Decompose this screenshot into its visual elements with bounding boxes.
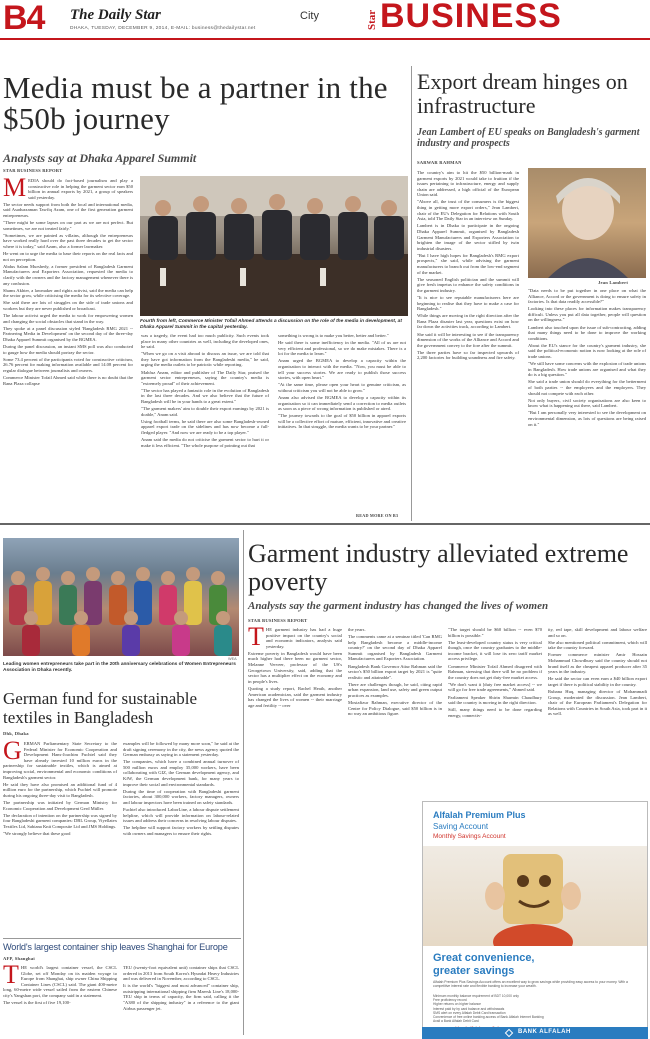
women-credit: WEA: [228, 657, 237, 661]
garment-col1-p: Extreme poverty in Bangladesh would have been much higher had there been no garment sector, Melanne Verveer, professor of the US's Georgetown University, said, adding that the sector has a multiplier effect on the economy and in people's lives.: [248, 650, 342, 684]
garment-col3-p: "We don't want it [duty free market access] -- we will go for free trade agreements," Ahmed said.: [448, 681, 542, 693]
lead-col3-p: Anam also advised the BGMEA to develop a capacity within its organisation so it can immediately send a correction to media outlets as soon as a piece of wrong information is published or aired.: [278, 394, 406, 412]
garment-col4-p: He said the sector can even earn a $40 billion export target if there is political stability in the country.: [548, 676, 647, 687]
german-col2-p: examples will be followed by many more soon," he said at the draft signing ceremony in the city, the news agency quoted the German embassy as saying in a statement yesterday.: [123, 741, 239, 758]
lead-col3-p: "At the same time, please open your heart to genuine criticism, as without criticism you will not be able to grow.": [278, 382, 406, 393]
german-col2-p: Fuchtel also introduced LaborLine, a labour dispute settlement helpline, which will provide information on labour-related issues and address their concerns in resolving labour disputes.: [123, 807, 239, 824]
export-col1-p: "It is nice to see reputable manufacturers here are beginning to realise that they have to make a case for Bangladesh.": [417, 294, 519, 312]
ship-col1-p: The vessel is the first of five 19,100-: [3, 1000, 71, 1006]
dateline: DHAKA, TUESDAY, DECEMBER 9, 2014, E-MAIL: business@thedailystar.net: [70, 26, 256, 31]
garment-col4-p: Former commerce minister Amir Hossain Mohammad Chowdhury said the country should not brand itself as the cheapest apparel producer after 35 years in the industry.: [548, 652, 647, 675]
ship-col2-p: TEU (twenty-foot equivalent unit) container ships that CSCL ordered in 2013 from South Korea's Hyundai Heavy Industries and was delivered in November, according to CSCL.: [123, 965, 239, 982]
section-divider: [3, 938, 241, 939]
garment-col1-p: Quoting a study report, Rachel Heath, another American academician, said the garment industry has changed the lives of women -- their marriage age and fertility -- over: [248, 685, 342, 708]
bank-name: BANK ALFALAH: [518, 1029, 571, 1035]
lead-col1-p: They spoke at a panel discussion styled 'Bangladesh RMG 2021 -- Partnering Media in Development' on the second day of the three-day Dhaka Apparel Summit organised by the BGMEA.: [3, 325, 133, 342]
garment-col3-p: "The target should be $60 billion -- even $70 billion is possible.": [448, 627, 542, 638]
ad-photo: [423, 846, 648, 946]
summit-photo-graphic: [140, 176, 408, 316]
garment-col4-p: Rubana Huq, managing director of Mohammadi Group, moderated the discussion. Jean Lambert, chair of the European Parliament's Delegation for Relations with Countries in South Asia, took part in it as well.: [548, 688, 647, 717]
garment-col2-p: The comments came at a seminar titled 'Can RMG help Bangladesh become a middle-income country?' on the second day of Dhaka Apparel Summit organised by Bangladesh Garment Manufacturers and Exporters Association.: [348, 634, 442, 662]
garment-col3-p: The least-developed country status is very critical though, once the country graduates to the middle-income bracket, it will lose its zero tariff market access privilege.: [448, 639, 542, 662]
german-col2-p: The helpline will support factory workers by settling disputes with owners and managers to ensure their rights.: [123, 825, 239, 836]
german-col1-p: He said they have also promised an additional fund of 4 million euro for the partnership, which Fuchtel will promote during his ongoing three-day visit to Bangladesh.: [3, 781, 117, 798]
german-col2-p: The companies, which have a combined annual turnover of 500 million euros and employ 35,000 workers, have been collaborating with GIZ, the German development agency, and KfW, the German development bank, for many years to improve their social and environmental standards.: [123, 759, 239, 787]
section-star: Star: [366, 9, 378, 30]
export-col2-p: About the EU's stance for the country's garment industry, she said the political-economic notion is now looking at the role of trade unions.: [528, 342, 646, 360]
german-col-1: [3, 736, 117, 838]
lead-col1-p: "Sometimes, we are painted as villains, although the entrepreneurs have worked really hard over the past three decades to get the sector where it is today," said Azam, also a former lawmaker.: [3, 232, 133, 250]
section-divider: [0, 523, 650, 525]
ship-col-2: [123, 965, 239, 1013]
export-col2-p: Looking into these places for information makes transparency difficult. Unless you put all data together, people will question on the willingness.": [528, 306, 646, 323]
lead-col3-p: "The journey towards to the goal of $50 billion in apparel exports will be a collective effort of mature, efficient, innovative and creative initiatives. In that struggle, the media wants to be your partner.": [278, 413, 406, 430]
export-col1-p: "Above all, the trust of the consumers is the biggest thing in getting more export orders," Jean Lambert, chair of the EU's Delegation for Relations with South Asia, told The Daily Star in an interview on Sunday.: [417, 199, 519, 222]
lead-col1-p: EDIA should do fact-based journalism and play a constructive role in helping the garment sector earn $50 billion in annual exports by 2021, a group of speakers said yesterday.: [28, 178, 133, 200]
garment-subhead: Analysts say the garment industry has changed the lives of women: [248, 600, 549, 612]
garment-col2-p: Bangladesh Bank Governor Atiur Rahman said the sector's $50 billion export target by 2021 is "quite realistic and attainable".: [348, 663, 442, 680]
bank-logo-icon: [505, 1029, 513, 1037]
export-headline: Export dream hinges on infrastructure: [417, 69, 628, 118]
garment-col-1: [248, 622, 342, 710]
export-col1-p: The country's aim to hit the $50 billion-mark in garment exports by 2021 would take to fruition if the issues pertaining to infrastructure, energy and supply chain are addressed, a high official of the European Union said.: [417, 170, 519, 198]
lead-col2-p: "When we go on a visit abroad to discuss an issue, we are told that they have got information from the Bangladeshi media," he said, urging the media outlets to be patriotic while reporting.: [141, 351, 269, 368]
lead-col1-p: Commerce Minister Tofail Ahmed said while there is no doubt that the Rana Plaza collapse: [3, 375, 133, 386]
lead-caption: Fourth from left, Commerce Minister Tofail Ahmed attends a discussion on the role of the media in development, at Dhaka Apparel Summit in the capital yesterday.: [140, 319, 402, 330]
lead-col1-p: Some 73.4 percent of the participants voted for constructive criticism, 26.76 percent for making information available and 14.08 percent for regular dialogue between journalists and owners.: [3, 356, 133, 373]
export-col1-p: The seasoned English politician and the summit will give fresh impetus to enhance the safety conditions in the garment industry.: [417, 276, 519, 293]
lead-col2-p: Anam said the media do not criticise the garment sector to hurt it or make it less efficient. "The whole purpose of pointing out that: [141, 437, 269, 448]
lead-col2-p: was a tragedy, the event had too much publicity. Such events took place in many other countries as well, including the developed ones, he said.: [141, 333, 269, 350]
masthead-rule: [0, 38, 650, 40]
german-col1-p: "We strongly believe that these good: [3, 830, 71, 836]
garment-col-4: [548, 627, 647, 718]
export-col1-p: The three parties have so far inspected upwards of 2,200 factories for building soundness and fire safety.: [417, 349, 519, 361]
ad-product-sub1: Saving Account: [433, 822, 489, 831]
export-col2-p: She said a trade union should do everything for the betterment of both parties -- the employees and the employers. They should not compete with each other.: [528, 379, 646, 396]
masthead: [0, 0, 650, 40]
garment-col-3: [448, 627, 542, 720]
garment-col-2: [348, 627, 442, 718]
lead-col1-p: Shams Akhter, a lawmaker and rights activist, said the media can help the sector grow, while criticising the media for its selective coverage.: [3, 287, 133, 299]
ad-bullet: Higher returns on higher balance: [433, 1002, 482, 1007]
lead-col3-p: He said there is some inefficiency in the media. "All of us are not very efficient and professional, so we do make mistakes. There is a lot for the media to learn.": [278, 340, 406, 357]
ship-byline: AFP, Shanghai: [3, 956, 35, 961]
lead-col2-p: "The sector has played a fantastic role in the evolution of Bangladesh in the last three decades. And we also believe that the future of Bangladesh will be in your hands to a great extent.": [141, 387, 269, 405]
lead-col2-p: Using football terms, he said there are also some Bangladesh-owned apparel export trade on the sidelines and has now become a full-fledged player. "And now we are ready to be a top player.": [141, 418, 269, 435]
lead-col1-p: The labour activist urged the media to work for empowering women and changing the social obstacles that stand in the way.: [3, 313, 133, 324]
ship-col-1: [3, 960, 117, 1007]
export-col-2: [528, 288, 646, 429]
export-col2-p: "Data needs to be put together in one place on what the Alliance, Accord or the government is doing to ensure safety in factories. Is that data readily accessible?": [528, 288, 646, 305]
ad-bullets: [433, 994, 639, 1023]
ad-body: Alfalah Premium Plus Savings Account offers an excellent way to grow savings while providing easy access to your money. With a competitive interest rate and flexible banking to increase your wealth.: [433, 980, 628, 989]
city-label: City: [300, 10, 319, 22]
export-col1-p: She said it will be interesting to see if the transparency dimension of the works of the Alliance and Accord and the government convey to the fore after the summit.: [417, 331, 519, 348]
ship-headline: World's largest container ship leaves Shanghai for Europe: [3, 942, 228, 952]
ship-col2-p: It is the world's "biggest and most advanced" container ship, outstripping international shipping firm Maersk Line's 18,000-TEU ship in terms of capacity, the firm said, calling it the "A380 of the shipping industry" in a reference to the giant Airbus passenger jet.: [123, 983, 239, 1011]
lead-headline: Media must be a partner in the $50b journey: [3, 70, 388, 136]
export-col2-p: Lambert also touched upon the issue of sub-contracting, adding that many things need to be done to improve the working conditions.: [528, 324, 646, 341]
garment-headline: Garment industry alleviated extreme poverty: [248, 539, 629, 596]
ad-bullet: Avail a Bank Alfalah Debit Card: [433, 1019, 479, 1024]
garment-col3-p: Commerce Minister Tofail Ahmed disagreed with Rahman, stressing that there will be no problem if the country does not get duty-free market access.: [448, 663, 542, 680]
women-caption: Leading women entrepreneurs take part in the 20th anniversary celebrations of Women Entrepreneurs Association in Dhaka recently.: [3, 662, 236, 673]
german-col1-p: The partnership was initiated by German Ministry for Economic Cooperation and Development Gerd Müller.: [3, 799, 117, 811]
german-byline: Dhk, Dhaka: [3, 731, 29, 736]
german-col-2: [123, 741, 239, 838]
lambert-photo-graphic: [528, 168, 646, 278]
ad-tagline-2: greater savings: [433, 965, 515, 977]
lambert-photo: [528, 168, 646, 278]
lead-col3-p: something is wrong is to make you better, better and better.": [278, 333, 389, 338]
german-headline: German fund for sustainable textiles in Bangladesh: [3, 689, 198, 727]
lead-subhead: Analysts say at Dhaka Apparel Summit: [3, 151, 197, 165]
ad-photo-graphic: [423, 846, 648, 946]
garment-col4-p: She also mentioned political commitment, which will take the country forward.: [548, 639, 647, 651]
women-photo-graphic: [3, 538, 239, 656]
bank-ad[interactable]: [422, 801, 648, 1036]
ad-bullet: Interest paid by by card balance and withdrawals: [433, 1006, 505, 1011]
lead-col1-p: During the panel discussion, an instant SMS poll was also conducted to gauge how the media should portray the sector.: [3, 344, 133, 355]
paper-name: The Daily Star: [70, 7, 161, 23]
lead-col2-p: "The garment makers' aim to double their export earnings by 2021 is doable," Anam said.: [141, 406, 269, 417]
lead-col-1: [3, 173, 133, 388]
garment-col3-p: Parliament Speaker Shirin Sharmin Chaudhury said the country is moving in the right direction.: [448, 694, 542, 706]
ad-bullet: Minimum monthly balance requirement of BDT 10,000 only: [433, 994, 519, 998]
ad-product-sub2: Monthly Savings Account: [433, 833, 506, 840]
lead-col-3: [278, 333, 406, 432]
german-dropcap: G: [3, 736, 22, 765]
lead-byline: STAR BUSINESS REPORT: [3, 168, 63, 173]
export-col2-p: "We still have some concerns with the explosion of trade unions in Bangladesh. How trade unions are organised and what they do is a big question.": [528, 361, 646, 378]
export-col1-p: Lambert is in Dhaka to participate in the ongoing Dhaka Apparel Summit, organised by Bangladesh Garment Manufacturers and Exporters Association to brighten the image of the sector stifled by twin industrial disasters.: [417, 223, 519, 251]
garment-col3-p: Still, many things need to be done regarding energy, connectiv-: [448, 707, 542, 718]
ad-tagline-1: Great convenience,: [433, 952, 535, 964]
export-col2-p: Not only buyers, civil society organisations are also keen to know what is happening out there, said Lambert.: [528, 397, 646, 409]
women-photo: [3, 538, 239, 656]
summit-photo: [140, 176, 408, 316]
section-title: BUSINESS: [380, 0, 562, 35]
garment-dropcap: T: [248, 622, 264, 651]
page-number: B4: [3, 0, 45, 37]
export-subhead: Jean Lambert of EU speaks on Bangladesh's garment industry and prospects: [417, 127, 640, 149]
ad-product-title: Alfalah Premium Plus: [433, 810, 526, 820]
lead-col3-p: Anam urged the BGMEA to develop a capacity within the organisation to interact with the media. "Now, you must be able to tell your success stories. We are ready to publish those success stories, with open heart.": [278, 358, 406, 381]
ad-bullet: SMS alert on every Alfalah Debit Card transaction: [433, 1010, 506, 1015]
export-col1-p: "But I have high hopes for Bangladesh's RMG export prospects," she said, while advising the garment manufacturers to branch out from the low-end segment of the market.: [417, 252, 519, 275]
garment-byline: STAR BUSINESS REPORT: [248, 618, 308, 623]
lead-col1-p: Abdus Salam Murshedy, a former president of Bangladesh Garment Manufacturers and Exporters Association, requested the media to clarify with the owners and the factory management whenever there is any confusion.: [3, 263, 133, 286]
german-col1-p: ERMAN Parliamentary State Secretary to the Federal Minister for Economic Cooperation and Development Hans-Joachim Fuchtel said they have already invested 10 million euros in the partnership for sustainable textiles, which is aimed at improving social, environmental and economic conditions of Bangladesh's garment sector.: [3, 741, 117, 780]
lead-col1-p: She said there are lots of struggles on the side of trade unions and workers but they are never published or broadcast.: [3, 300, 133, 311]
ship-col1-p: HE world's largest container vessel, the CSCL Globe, set off Monday on its maiden voyage to Europe from Shanghai, ship owner China Shipping Container Lines (CSCL) said. The giant 400-metre long, 60-metre wide vessel sailed from the eastern Chinese city's Yangshan port, the company said in a statement.: [3, 965, 117, 998]
ad-bullet: Convenience of free online banking access of Bank Alfalah Internet Banking: [433, 1015, 544, 1020]
export-byline: SARWAR RAHMAN: [417, 160, 462, 165]
german-col1-p: The declaration of intention on the partnership was signed by four Bangladeshi garment companies: DBL Group, Viyellatex Textiles Ltd, Sabiana Knit Composite Ltd and JMS Holdings.: [3, 812, 117, 829]
lead-col-2: [141, 333, 269, 450]
lead-col2-p: Mahfuz Anam, editor and publisher of The Daily Star, praised the garment sector entrepreneurs, saying the country's media is "extremely proud" of their achievement.: [141, 369, 269, 386]
ship-dropcap: T: [3, 960, 19, 989]
lead-read-more[interactable]: READ MORE ON B3: [356, 513, 399, 518]
export-col2-p: "But I am personally very interested to see the development on environmental dimension, as lots of questions are being raised on it.": [528, 410, 646, 427]
lambert-caption: Jean Lambert: [598, 280, 629, 285]
bank-footer: [422, 1027, 648, 1039]
lead-dropcap: M: [3, 173, 27, 202]
lead-col1-p: The sector needs support from both the local and international media, said Asaduzzaman Tawfiq Azam, one of the first generation garment entrepreneurs.: [3, 201, 133, 219]
garment-col2-p: Mostafizur Rahman, executive director of the Centre for Policy Dialogue, said $50 billion is in no way an ambitious figure.: [348, 700, 442, 717]
garment-col2-p: the years.: [348, 627, 366, 632]
lead-col1-p: "There might be some lapses on our part as we are not perfect. But sometimes, we are not treated fairly.": [3, 220, 133, 231]
garment-col4-p: ity, red tape, skill development and labour welfare and so on.: [548, 627, 647, 638]
export-col-1: [417, 170, 519, 363]
export-col1-p: While things are moving in the right direction after the Rana Plaza disaster last year, questions exist on how far down the activities track, according to Lambert.: [417, 313, 519, 330]
garment-col2-p: There are challenges though, he said, citing rapid urban expansion, land use, safety and green output practices as examples.: [348, 681, 442, 699]
garment-col1-p: HE garment industry has had a huge positive impact on the country's social and economic indicators, analysts said yesterday.: [265, 627, 342, 649]
lead-col1-p: He went on to urge the media to base their reports on the real facts and not on perception.: [3, 251, 133, 262]
ad-bullet: Free proficiency record: [433, 998, 467, 1003]
column-divider: [411, 66, 412, 521]
german-col2-p: During the time of cooperation with Bangladeshi garment factories, about 300,000 workers, factory managers, owners and labour inspectors have been trained on safety standards.: [123, 788, 239, 805]
column-divider: [243, 530, 244, 1035]
